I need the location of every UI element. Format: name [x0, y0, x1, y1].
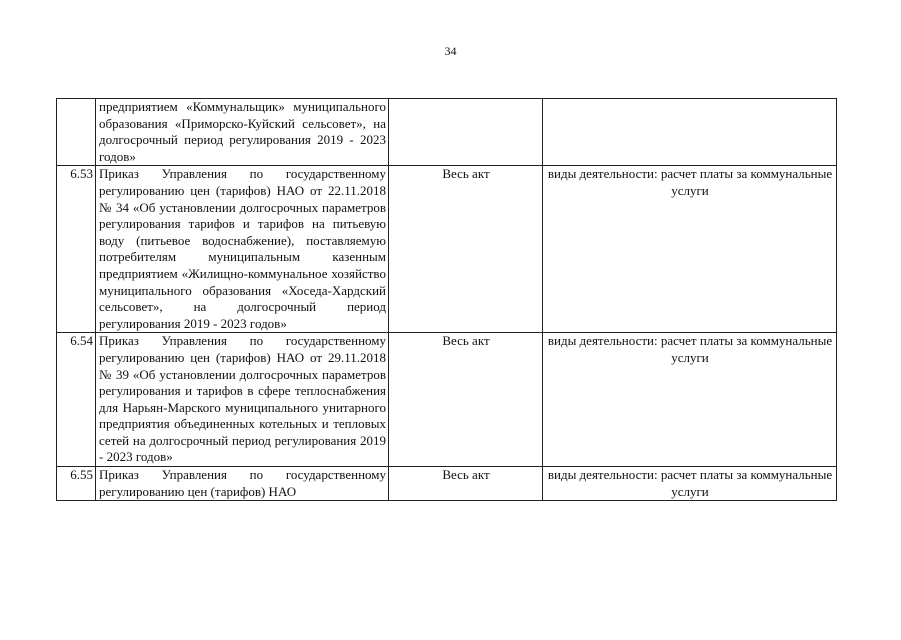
act-scope: Весь акт [389, 166, 543, 333]
act-title: предприятием «Коммунальщик» муниципального образования «Приморско-Куйский сельсовет», на долгосрочный период регулирования 2019 - 2023 годов» [96, 99, 389, 166]
act-title: Приказ Управления по государственному регулированию цен (тарифов) НАО от 22.11.2018 № 34 «Об установлении долгосрочных параметров регулирования тарифов и тарифов на питьевую воду (питьевое водоснабжение), поставляемую потребителям муниципальным казенным предприятием «Жилищно-коммунальное хозяйство муниципального образования «Хоседа-Хардский сельсовет», на долгосрочный период регулирования 2019 - 2023 годов» [96, 166, 389, 333]
act-title: Приказ Управления по государственному регулированию цен (тарифов) НАО от 29.11.2018 № 39 «Об установлении долгосрочных параметров регулирования и тарифов в сфере теплоснабжения для Нарьян-Марского муниципального унитарного предприятия объединенных котельных и тепловых сетей на долгосрочный период регулирования 2019 - 2023 годов» [96, 333, 389, 467]
row-number: 6.55 [57, 467, 96, 501]
act-title: Приказ Управления по государственному регулированию цен (тарифов) НАО [96, 467, 389, 501]
table-row [57, 99, 837, 166]
page-number: 34 [444, 44, 457, 58]
act-note: виды деятельности: расчет платы за коммунальные услуги [543, 467, 837, 501]
table-row [57, 467, 837, 501]
acts-table [56, 98, 837, 501]
table-row [57, 166, 837, 333]
act-note [543, 99, 837, 166]
row-number [57, 99, 96, 166]
act-scope [389, 99, 543, 166]
table-row [57, 333, 837, 467]
act-note: виды деятельности: расчет платы за коммунальные услуги [543, 333, 837, 467]
act-scope: Весь акт [389, 333, 543, 467]
row-number: 6.53 [57, 166, 96, 333]
act-note: виды деятельности: расчет платы за коммунальные услуги [543, 166, 837, 333]
act-scope: Весь акт [389, 467, 543, 501]
row-number: 6.54 [57, 333, 96, 467]
